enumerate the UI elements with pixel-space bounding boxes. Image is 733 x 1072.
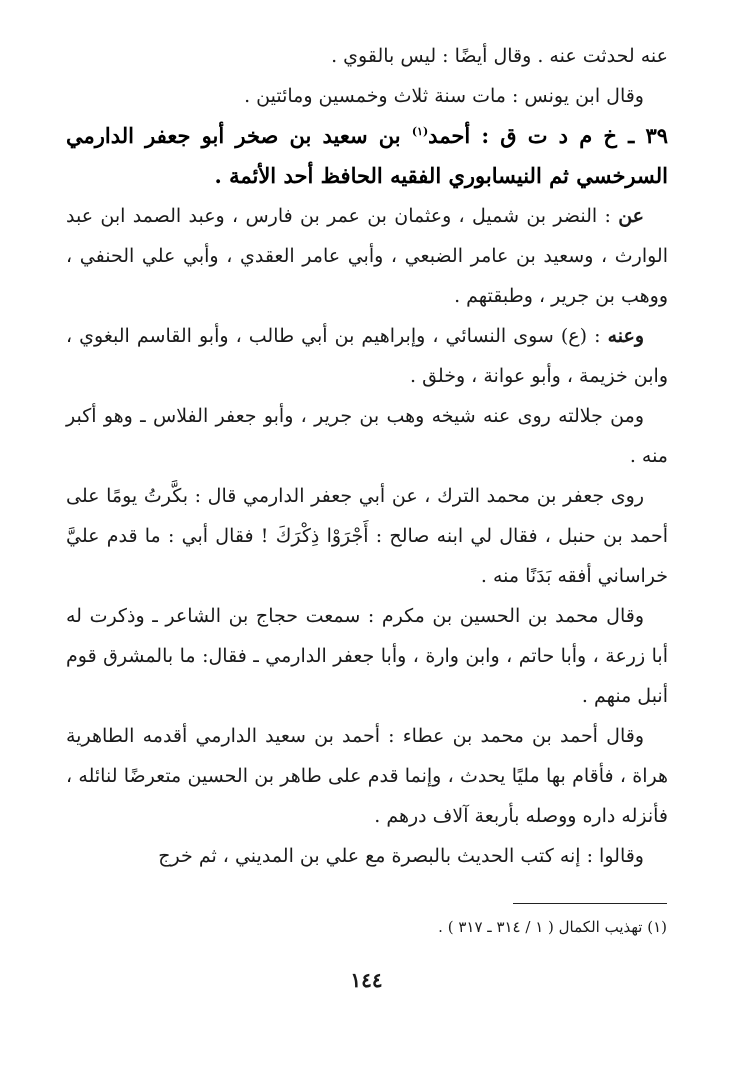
paragraph-6: ومن جلالته روى عنه شيخه وهب بن جرير ، وأبو جعفر الفلاس ـ وهو أكبر منه . bbox=[66, 405, 668, 467]
paragraph-students-lead: وعنه bbox=[607, 325, 645, 347]
paragraph-teachers-text: : النضر بن شميل ، وعثمان بن عمر بن فارس ، وعبد الصمد ابن عبد الوارث ، وسعيد بن عامر الضبعي ، وأبي عامر العقدي ، وأبي علي الحنفي ، ووهب بن جرير ، وطبقتهم . bbox=[66, 205, 668, 307]
page-body bbox=[66, 36, 668, 876]
paragraph-8: وقال محمد بن الحسين بن مكرم : سمعت حجاج بن الشاعر ـ وذكرت له أبا زرعة ، وأبا حاتم ، وابن وارة ، وأبا جعفر الدارمي ـ فقال: ما بالمشرق قوم أنبل منهم . bbox=[66, 605, 668, 707]
footnote-divider bbox=[513, 903, 667, 904]
paragraph-2: وقال ابن يونس : مات سنة ثلاث وخمسين ومائتين . bbox=[244, 85, 644, 107]
paragraph-7: روى جعفر بن محمد الترك ، عن أبي جعفر الدارمي قال : بكَّرتُ يومًا على أحمد بن حنبل ، فقال لي ابنه صالح : أَجْرَوْا ذِكْرَكَ ! فقال أبي : ما قدم عليَّ خراساني أفقه بَدَنًا منه . bbox=[66, 485, 668, 587]
footnote: (١) تهذيب الكمال ( ١ / ٣١٤ ـ ٣١٧ ) . bbox=[438, 918, 667, 936]
paragraph-10: وقالوا : إنه كتب الحديث بالبصرة مع علي بن المديني ، ثم خرج bbox=[158, 845, 644, 867]
paragraph-1: عنه لحدثت عنه . وقال أيضًا : ليس بالقوي . bbox=[331, 45, 668, 67]
entry-heading-number: ٣٩ ـ خ م د ت ق : أحمد bbox=[428, 123, 669, 148]
paragraph-9: وقال أحمد بن محمد بن عطاء : أحمد بن سعيد الدارمي أقدمه الطاهرية هراة ، فأقام بها مليًا يحدث ، وإنما قدم على طاهر بن الحسين متعرضًا لنائله ، فأنزله داره ووصله بأربعة آلاف درهم . bbox=[66, 725, 668, 827]
paragraph-teachers-lead: عن bbox=[618, 205, 644, 227]
footnote-ref: (١) bbox=[411, 125, 429, 138]
paragraph-students-text: : (ع) سوى النسائي ، وإبراهيم بن أبي طالب ، وأبو القاسم البغوي ، وابن خزيمة ، وأبو عوانة ، وخلق . bbox=[66, 325, 668, 387]
entry-heading bbox=[66, 116, 668, 196]
entry-heading-rest: بن سعيد بن صخر أبو جعفر الدارمي السرخسي ثم النيسابوري الفقيه الحافظ أحد الأئمة . bbox=[66, 123, 668, 188]
paragraph-students bbox=[66, 316, 668, 396]
paragraph-teachers bbox=[66, 196, 668, 316]
page-number: ١٤٤ bbox=[350, 968, 383, 992]
